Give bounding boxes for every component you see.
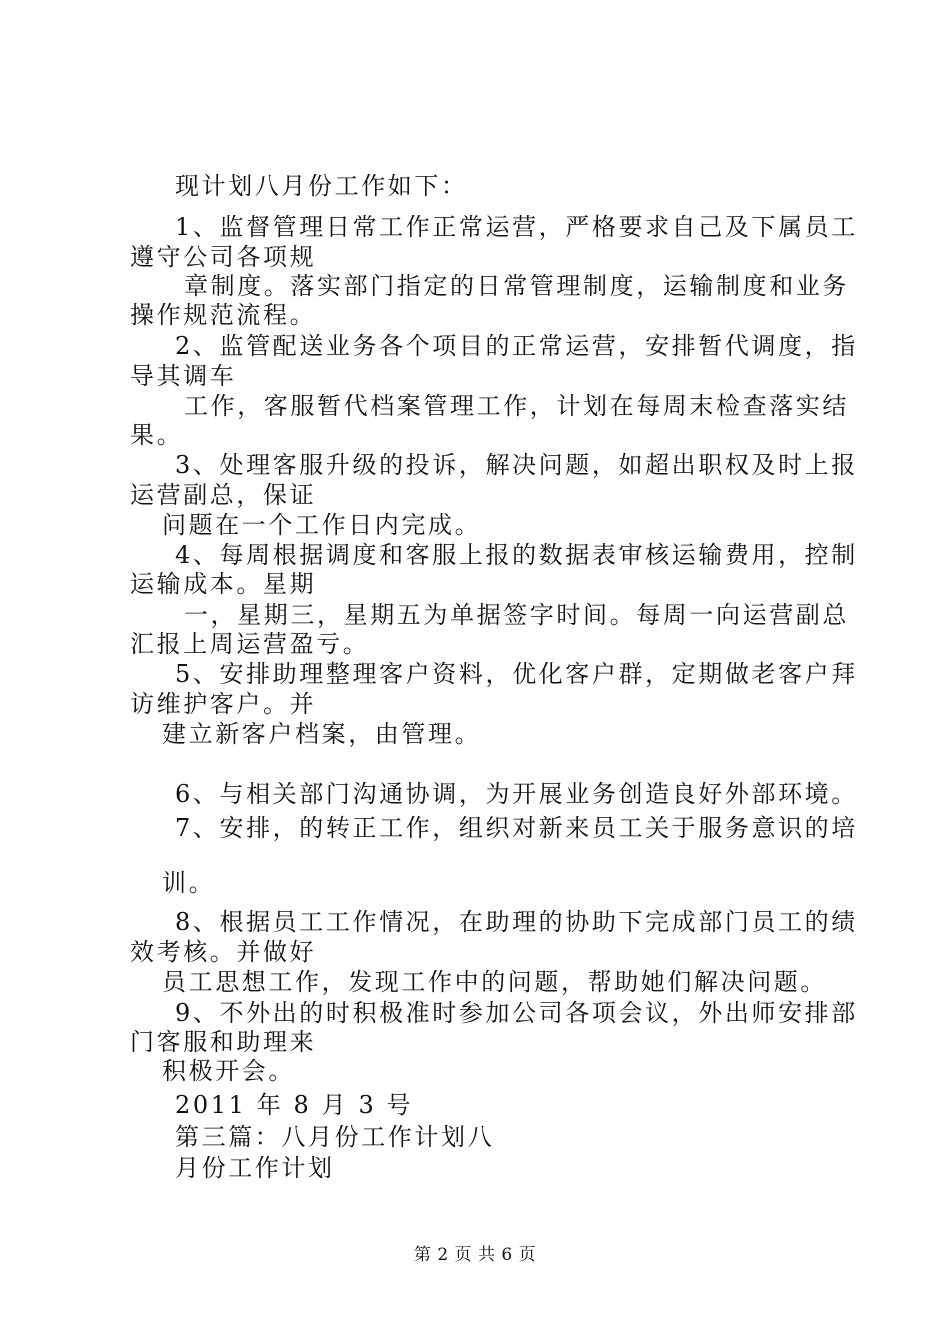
text-line: 训。 — [162, 869, 216, 897]
text-line: 现计划八月份工作如下： — [175, 172, 468, 200]
text-line: 1、监督管理日常工作正常运营，严格要求自己及下属员工 — [175, 213, 858, 241]
text-line: 4、每周根据调度和客服上报的数据表审核运输费用，控制 — [175, 541, 858, 569]
text-line: 员工思想工作，发现工作中的问题，帮助她们解决问题。 — [162, 968, 827, 996]
text-line: 9、不外出的时积极准时参加公司各项会议，外出师安排部 — [175, 999, 858, 1027]
text-line: 6、与相关部门沟通协调，为开展业务创造良好外部环境。 — [175, 780, 858, 808]
text-line: 建立新客户档案，由管理。 — [162, 720, 482, 748]
text-line: 5、安排助理整理客户资料，优化客户群，定期做老客户拜 — [175, 660, 858, 688]
text-line: 效考核。并做好 — [130, 938, 317, 966]
text-line: 8、根据员工工作情况，在助理的协助下完成部门员工的绩 — [175, 908, 858, 936]
date-line: 2011 年 8 月 3 号 — [175, 1091, 414, 1119]
text-line: 汇报上周运营盈亏。 — [130, 630, 370, 658]
text-line: 操作规范流程。 — [130, 301, 317, 329]
text-line: 3、处理客服升级的投诉，解决问题，如超出职权及时上报 — [175, 451, 858, 479]
text-line: 访维护客户。并 — [130, 690, 317, 718]
text-line: 一，星期三，星期五为单据签字时间。每周一向运营副总 — [184, 601, 849, 629]
text-line: 果。 — [130, 421, 184, 449]
text-line: 章制度。落实部门指定的日常管理制度，运输制度和业务 — [184, 272, 849, 300]
text-line: 运营副总，保证 — [130, 481, 317, 509]
text-line: 运输成本。星期 — [130, 570, 317, 598]
page-footer: 第 2 页 共 6 页 — [413, 1245, 537, 1265]
text-line: 遵守公司各项规 — [130, 243, 317, 271]
text-line: 导其调车 — [130, 362, 237, 390]
text-line: 7、安排，的转正工作，组织对新来员工关于服务意识的培 — [175, 814, 858, 842]
section-heading: 第三篇：八月份工作计划八 — [175, 1123, 495, 1151]
text-line: 门客服和助理来 — [130, 1028, 317, 1056]
text-line: 2、监管配送业务各个项目的正常运营，安排暂代调度，指 — [175, 332, 858, 360]
section-heading-continued: 月份工作计划 — [175, 1154, 335, 1182]
text-line: 积极开会。 — [162, 1057, 295, 1085]
text-line: 工作，客服暂代档案管理工作，计划在每周末检查落实结 — [184, 392, 849, 420]
text-line: 问题在一个工作日内完成。 — [162, 511, 482, 539]
